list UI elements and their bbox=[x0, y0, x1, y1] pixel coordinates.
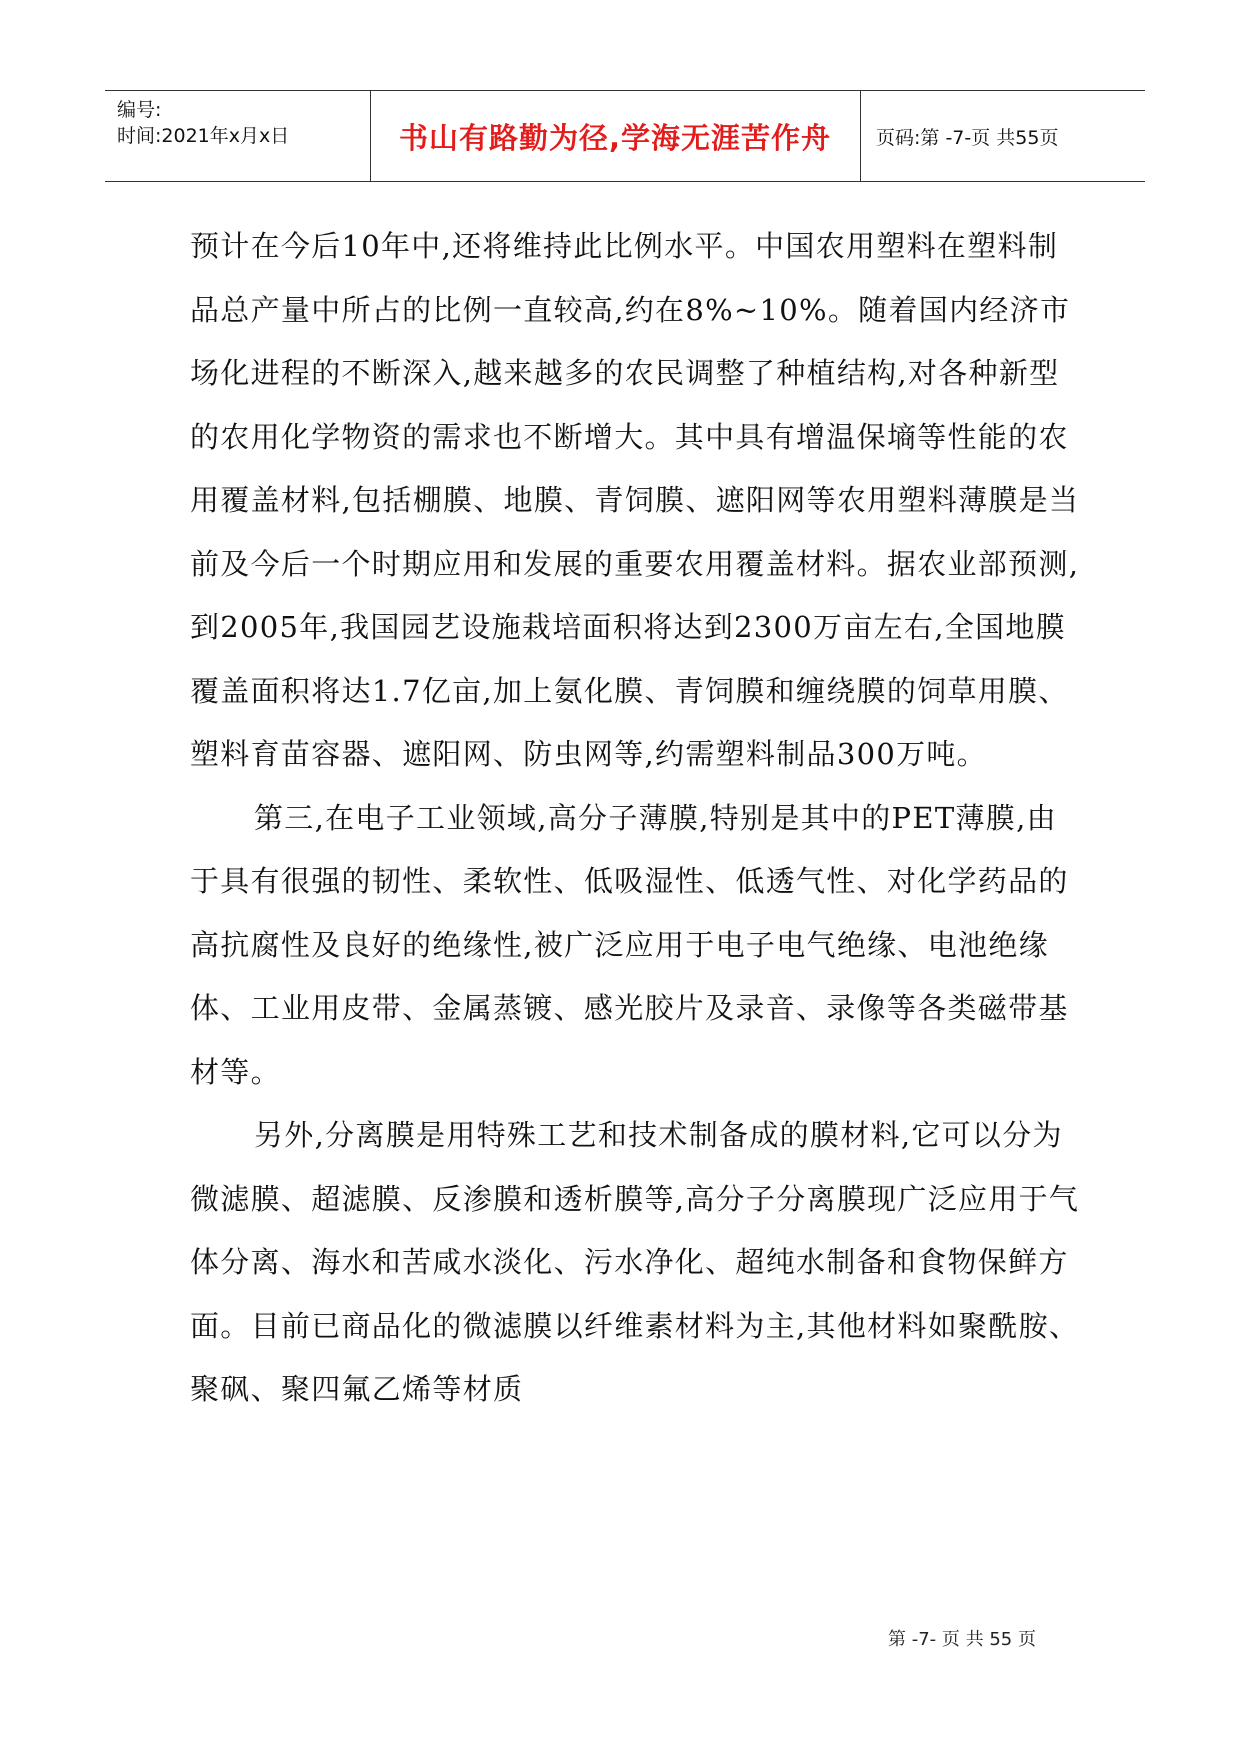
body-paragraph: 预计在今后10年中,还将维持此比例水平。中国农用塑料在塑料制品总产量中所占的比例一直较高,约在8%~10%。随着国内经济市场化进程的不断深入,越来越多的农民调整了种植结构,对各种新型的农用化学物资的需求也不断增大。其中具有增温保墒等性能的农用覆盖材料,包括棚膜、地膜、青饲膜、遮阳网等农用塑料薄膜是当前及今后一个时期应用和发展的重要农用覆盖材料。据农业部预测,到2005年,我国园艺设施栽培面积将达到2300万亩左右,全国地膜覆盖面积将达1.7亿亩,加上氨化膜、青饲膜和缠绕膜的饲草用膜、塑料育苗容器、遮阳网、防虫网等,约需塑料制品300万吨。 bbox=[190, 229, 1080, 771]
header-motto: 书山有路勤为径,学海无涯苦作舟 bbox=[398, 120, 832, 155]
header-page-cell bbox=[860, 91, 1145, 181]
page-footer: 第 -7- 页 共 55 页 bbox=[888, 1629, 1036, 1650]
body-paragraph: 第三,在电子工业领域,高分子薄膜,特别是其中的PET薄膜,由于具有很强的韧性、柔软性、低吸湿性、低透气性、对化学药品的高抗腐性及良好的绝缘性,被广泛应用于电子电气绝缘、电池绝缘体、工业用皮带、金属蒸镀、感光胶片及录音、录像等各类磁带基材等。 bbox=[190, 800, 1069, 1089]
header-meta bbox=[105, 91, 371, 181]
document-time-label: 时间:2021年x月x日 bbox=[117, 125, 290, 147]
document-number-label: 编号: bbox=[117, 99, 162, 121]
header-motto-cell bbox=[370, 91, 861, 181]
document-body bbox=[190, 215, 1080, 1422]
body-paragraph: 另外,分离膜是用特殊工艺和技术制备成的膜材料,它可以分为微滤膜、超滤膜、反渗膜和透析膜等,高分子分离膜现广泛应用于气体分离、海水和苦咸水淡化、污水净化、超纯水制备和食物保鲜方面。目前已商品化的微滤膜以纤维素材料为主,其他材料如聚酰胺、聚砜、聚四氟乙烯等材质 bbox=[190, 1118, 1080, 1406]
page-header bbox=[105, 90, 1145, 182]
header-page-number: 页码:第 -7-页 共55页 bbox=[876, 126, 1059, 149]
